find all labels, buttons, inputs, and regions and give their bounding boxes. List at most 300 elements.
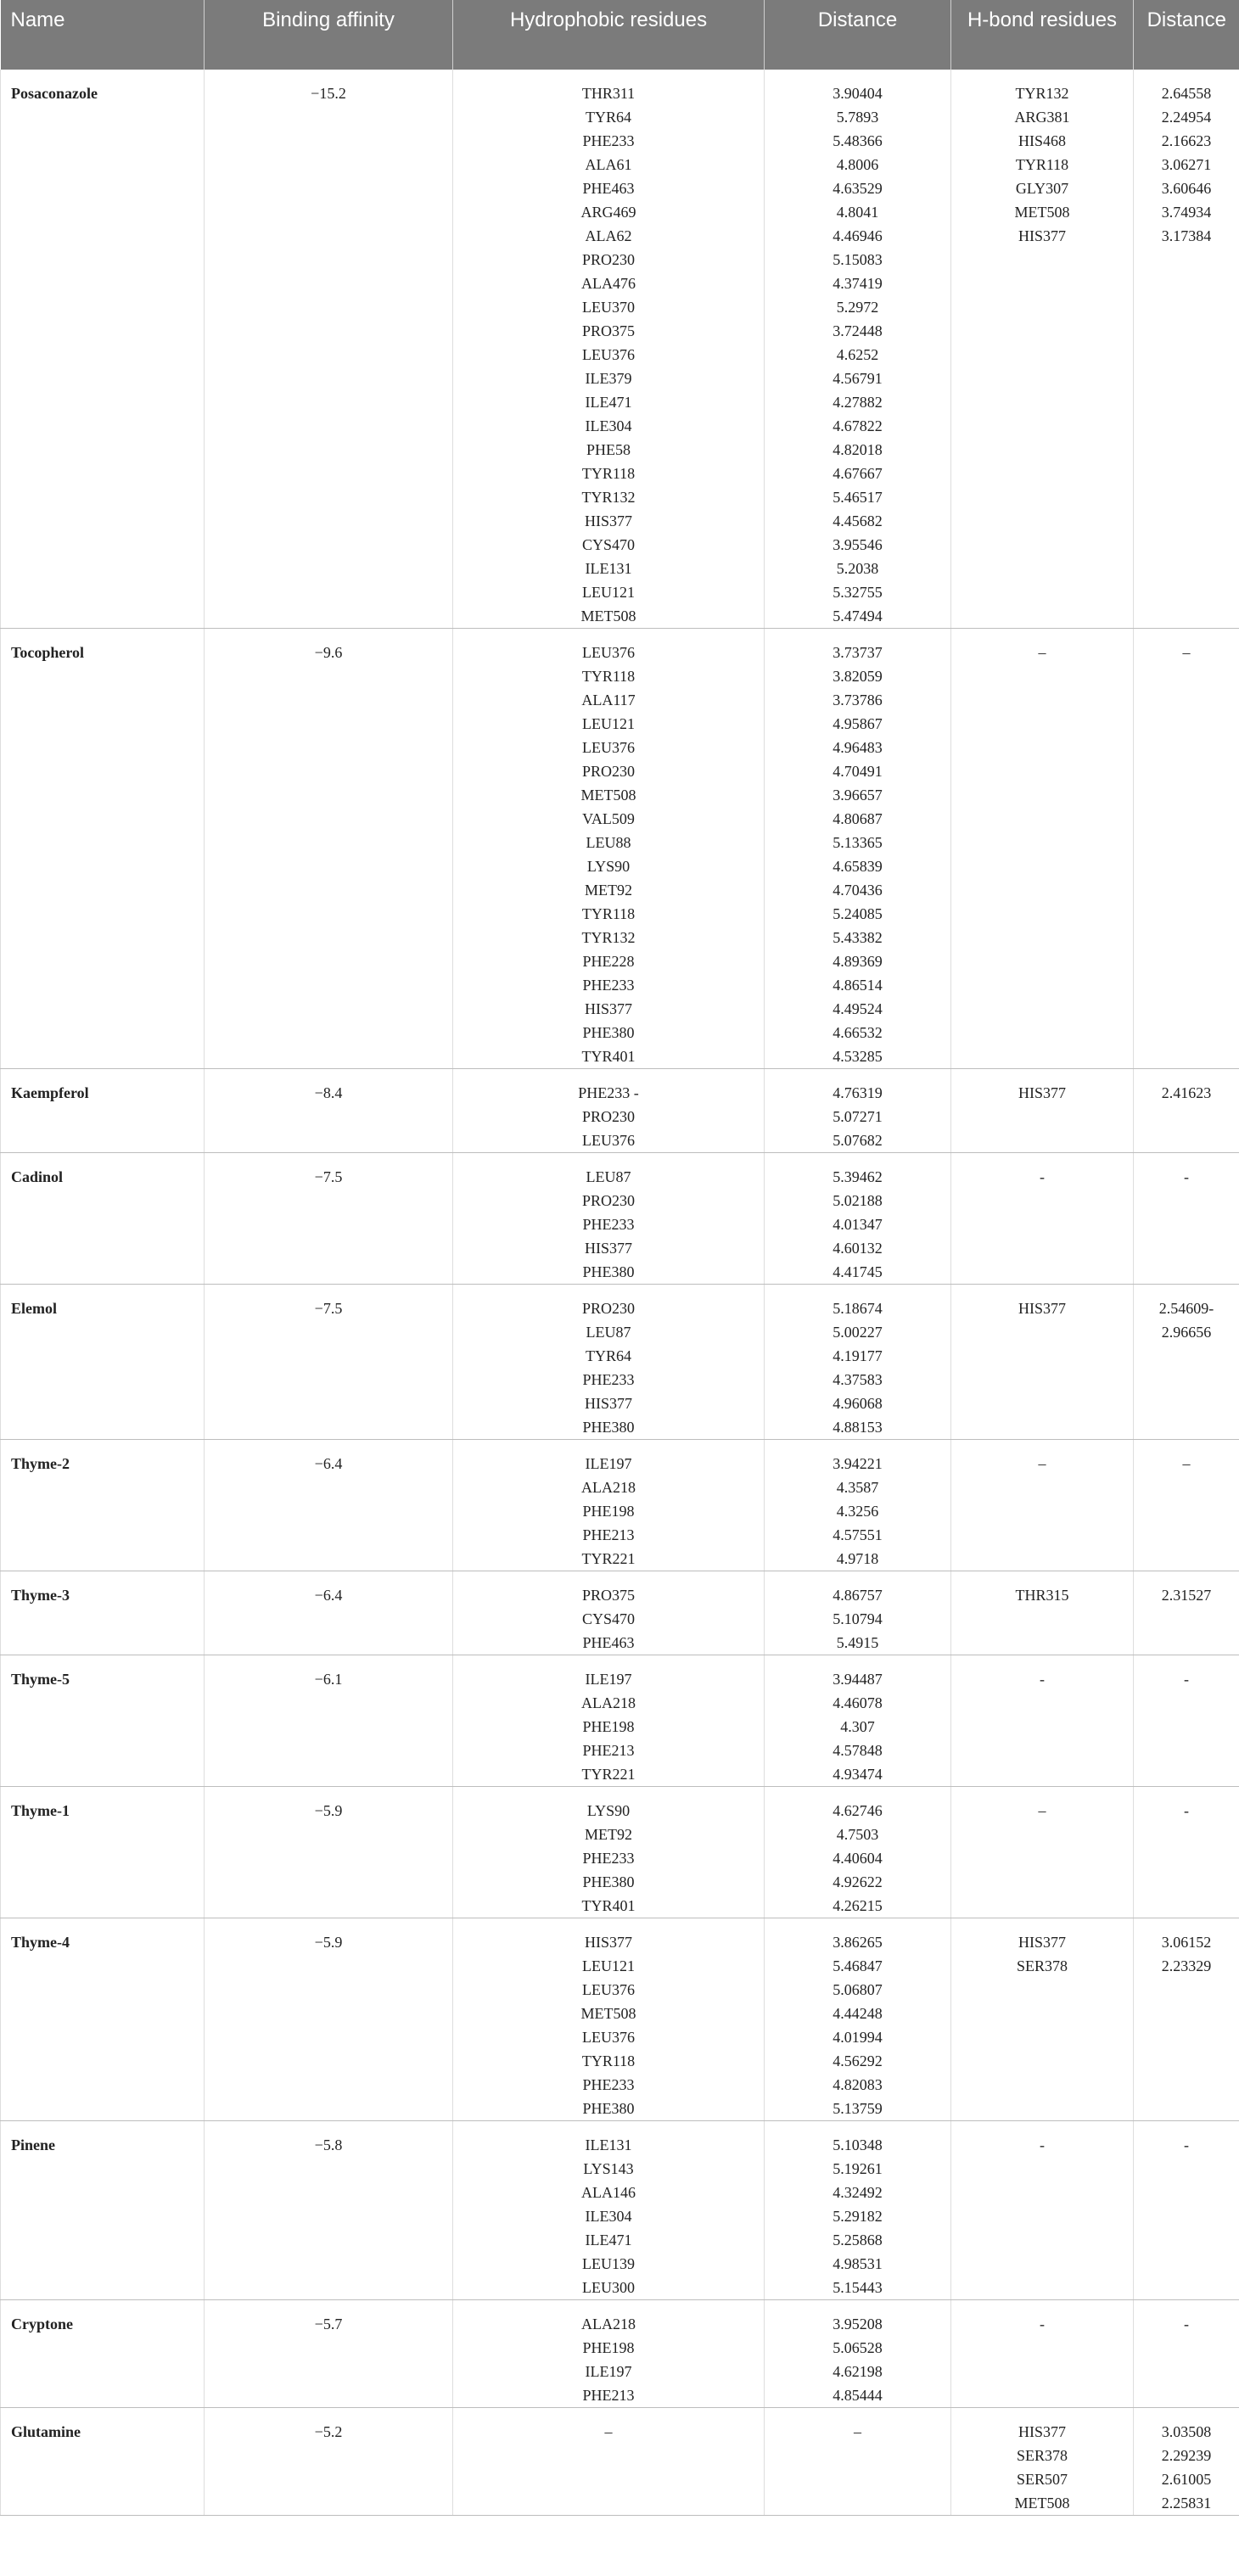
hydrophobic-residue-cell — [453, 1787, 765, 1918]
table-row — [1, 1787, 1239, 1918]
hydrophobic-residue: THR311 — [581, 85, 636, 102]
hbond-distance-cell — [1134, 2408, 1239, 2516]
hydrophobic-distance: 4.3587 — [836, 1479, 879, 1496]
hydrophobic-residue: PHE463 — [582, 1634, 635, 1651]
hbond-distance: 2.29239 — [1161, 2447, 1212, 2464]
hydrophobic-distance: 3.82059 — [833, 668, 883, 685]
compound-name: Pinene — [1, 2121, 205, 2300]
hydrophobic-residue-cell — [453, 70, 765, 629]
hydrophobic-distance: 5.18674 — [833, 1300, 883, 1317]
binding-affinity-value: −15.2 — [205, 70, 453, 629]
table-row — [1, 1069, 1239, 1153]
hydrophobic-residue: TYR118 — [581, 668, 636, 685]
hydrophobic-distance: 4.56791 — [833, 370, 883, 387]
hydrophobic-distance: 4.44248 — [833, 2005, 883, 2022]
hydrophobic-distance: 5.46847 — [833, 1957, 883, 1974]
hydrophobic-residue: PHE213 — [582, 1742, 635, 1759]
table-row — [1, 1655, 1239, 1787]
hydrophobic-residue: TYR132 — [581, 929, 636, 946]
hbond-distance-cell — [1134, 2300, 1239, 2408]
hydrophobic-residue: LEU121 — [582, 715, 635, 732]
hydrophobic-residue: LEU376 — [582, 2029, 635, 2046]
hydrophobic-residue: HIS377 — [584, 1240, 632, 1257]
hbond-residue: - — [1040, 1671, 1045, 1688]
hydrophobic-residue: LEU300 — [582, 2279, 635, 2296]
hydrophobic-distance: 4.96483 — [833, 739, 883, 756]
hydrophobic-distance-cell — [765, 1918, 951, 2121]
hydrophobic-distance: 5.06807 — [833, 1981, 883, 1998]
hbond-residue: HIS377 — [1018, 1934, 1066, 1951]
hydrophobic-distance: 5.13759 — [833, 2100, 883, 2117]
hbond-residue-cell — [951, 1153, 1134, 1285]
hydrophobic-distance: 4.92622 — [833, 1873, 883, 1890]
hydrophobic-residue: PHE380 — [582, 1419, 635, 1436]
hydrophobic-residue-cell — [453, 1918, 765, 2121]
table-row — [1, 629, 1239, 1069]
header-hydrophobic-residues: Hydrophobic residues — [453, 0, 765, 70]
hydrophobic-residue: ILE471 — [585, 394, 632, 411]
hydrophobic-residue: CYS470 — [581, 536, 635, 553]
hydrophobic-distance-cell — [765, 1571, 951, 1655]
hydrophobic-residue: PHE380 — [582, 1873, 635, 1890]
hbond-distance-cell — [1134, 1655, 1239, 1787]
hydrophobic-distance: 5.06528 — [833, 2339, 883, 2356]
hbond-residue: SER378 — [1016, 2447, 1068, 2464]
hydrophobic-distance: 4.32492 — [833, 2184, 883, 2201]
hbond-residue-cell — [951, 70, 1134, 629]
hydrophobic-distance: 3.72448 — [833, 322, 883, 339]
binding-affinity-value: −5.8 — [205, 2121, 453, 2300]
hydrophobic-distance: 3.94487 — [833, 1671, 883, 1688]
hydrophobic-residue: ALA117 — [581, 692, 636, 708]
hydrophobic-residue: PHE213 — [582, 1526, 635, 1543]
hydrophobic-distance: 4.8041 — [836, 204, 879, 221]
hydrophobic-distance: 3.95546 — [833, 536, 883, 553]
compound-name: Tocopherol — [1, 629, 205, 1069]
hbond-distance-cell — [1134, 629, 1239, 1069]
hbond-distance: - — [1184, 2136, 1189, 2153]
hydrophobic-distance: 4.19177 — [833, 1347, 883, 1364]
hydrophobic-distance: 4.307 — [840, 1718, 875, 1735]
hbond-residue: – — [1038, 644, 1046, 661]
table-row — [1, 1153, 1239, 1285]
hydrophobic-residue: ILE131 — [585, 2136, 632, 2153]
hydrophobic-residue: ILE471 — [585, 2232, 632, 2248]
hydrophobic-distance: 4.76319 — [833, 1084, 883, 1101]
hydrophobic-residue: HIS377 — [584, 512, 632, 529]
header-hbond-distance: Distance — [1134, 0, 1239, 70]
hydrophobic-distance: 4.49524 — [833, 1000, 883, 1017]
hbond-distance: 3.06152 — [1161, 1934, 1212, 1951]
hydrophobic-residue: PRO375 — [581, 322, 635, 339]
hydrophobic-residue: LEU376 — [582, 739, 635, 756]
hydrophobic-residue: HIS377 — [584, 1395, 632, 1412]
hydrophobic-residue: LEU121 — [582, 1957, 635, 1974]
hydrophobic-distance: 3.95208 — [833, 2316, 883, 2332]
hydrophobic-residue: LEU370 — [582, 299, 635, 316]
binding-affinity-value: −9.6 — [205, 629, 453, 1069]
hydrophobic-distance: 4.70491 — [833, 763, 883, 780]
hydrophobic-distance: 4.82018 — [833, 441, 883, 458]
hbond-residue-cell — [951, 1918, 1134, 2121]
hydrophobic-distance: 3.86265 — [833, 1934, 883, 1951]
binding-affinity-value: −5.9 — [205, 1918, 453, 2121]
hbond-distance-cell — [1134, 1571, 1239, 1655]
hbond-distance: 3.06271 — [1161, 156, 1212, 173]
hydrophobic-residue: PHE198 — [582, 2339, 635, 2356]
hbond-distance: 2.64558 — [1161, 85, 1212, 102]
hydrophobic-residue-cell — [453, 2300, 765, 2408]
hbond-residue: ARG381 — [1014, 109, 1070, 126]
hydrophobic-distance: 4.62746 — [833, 1802, 883, 1819]
binding-affinity-value: −5.7 — [205, 2300, 453, 2408]
header-binding-affinity: Binding affinity — [205, 0, 453, 70]
hbond-residue: – — [1038, 1802, 1046, 1819]
hydrophobic-distance: 4.46078 — [833, 1694, 883, 1711]
hbond-distance-cell — [1134, 2121, 1239, 2300]
hydrophobic-residue: ALA218 — [581, 2316, 636, 2332]
hydrophobic-distance: 4.46946 — [833, 227, 883, 244]
hbond-residue-cell — [951, 1285, 1134, 1440]
hydrophobic-distance: 5.07271 — [833, 1108, 883, 1125]
hydrophobic-residue-cell — [453, 1655, 765, 1787]
hydrophobic-distance: 5.00227 — [833, 1324, 883, 1341]
hydrophobic-distance: 4.85444 — [833, 2387, 883, 2404]
hydrophobic-residue: LEU139 — [582, 2255, 635, 2272]
hydrophobic-distance: 5.2038 — [836, 560, 879, 577]
hbond-residue-cell — [951, 2300, 1134, 2408]
hydrophobic-distance: 4.63529 — [833, 180, 883, 197]
hydrophobic-residue: LYS90 — [586, 858, 631, 875]
hydrophobic-residue: MET508 — [580, 787, 636, 804]
hydrophobic-residue: PHE233 — [582, 132, 635, 149]
hbond-residue: THR315 — [1015, 1587, 1069, 1604]
hydrophobic-distance: – — [854, 2423, 861, 2440]
hydrophobic-distance: 4.57848 — [833, 1742, 883, 1759]
table-body — [1, 70, 1239, 2516]
hbond-residue: - — [1040, 1168, 1045, 1185]
hydrophobic-distance: 5.39462 — [833, 1168, 883, 1185]
hydrophobic-residue: TYR221 — [581, 1550, 636, 1567]
hbond-residue-cell — [951, 1440, 1134, 1571]
hydrophobic-residue: PHE233 — [582, 2076, 635, 2093]
hbond-distance: 2.41623 — [1161, 1084, 1212, 1101]
compound-name: Thyme-1 — [1, 1787, 205, 1918]
hydrophobic-distance-cell — [765, 2408, 951, 2516]
hydrophobic-residue: ALA476 — [581, 275, 636, 292]
hydrophobic-distance: 5.29182 — [833, 2208, 883, 2225]
hydrophobic-residue: PRO230 — [581, 1300, 635, 1317]
hydrophobic-residue: ILE197 — [585, 2363, 632, 2380]
hydrophobic-distance: 4.60132 — [833, 1240, 883, 1257]
hydrophobic-residue-cell — [453, 1285, 765, 1440]
hydrophobic-residue: LEU376 — [582, 1132, 635, 1149]
hydrophobic-residue: ILE197 — [585, 1455, 632, 1472]
hydrophobic-residue: TYR118 — [581, 905, 636, 922]
hydrophobic-distance: 4.88153 — [833, 1419, 883, 1436]
hydrophobic-distance: 4.66532 — [833, 1024, 883, 1041]
hydrophobic-residue: TYR118 — [581, 2052, 636, 2069]
hydrophobic-distance: 4.86757 — [833, 1587, 883, 1604]
hbond-residue: HIS377 — [1018, 1084, 1066, 1101]
hbond-distance: – — [1182, 1455, 1191, 1472]
hbond-distance: - — [1184, 2316, 1189, 2332]
binding-affinity-value: −5.2 — [205, 2408, 453, 2516]
hydrophobic-distance: 4.53285 — [833, 1048, 883, 1065]
hbond-distance: 2.61005 — [1161, 2471, 1212, 2488]
hydrophobic-distance: 4.01347 — [833, 1216, 883, 1233]
hydrophobic-residue: VAL509 — [582, 810, 635, 827]
hbond-residue: HIS377 — [1018, 227, 1066, 244]
table-row — [1, 2408, 1239, 2516]
compound-name: Thyme-5 — [1, 1655, 205, 1787]
hydrophobic-residue: PRO375 — [581, 1587, 635, 1604]
hbond-residue: HIS377 — [1018, 1300, 1066, 1317]
compound-name: Thyme-2 — [1, 1440, 205, 1571]
hydrophobic-distance: 5.7893 — [836, 109, 879, 126]
hbond-distance-cell — [1134, 1918, 1239, 2121]
hydrophobic-residue: PHE233 — [582, 1850, 635, 1867]
hbond-distance: 2.24954 — [1161, 109, 1212, 126]
compound-name: Glutamine — [1, 2408, 205, 2516]
hydrophobic-residue: ILE197 — [585, 1671, 632, 1688]
hydrophobic-residue: LEU121 — [582, 584, 635, 601]
hbond-distance: - — [1184, 1671, 1189, 1688]
hydrophobic-residue: PHE198 — [582, 1503, 635, 1520]
header-name: Name — [1, 0, 205, 70]
hydrophobic-distance: 4.82083 — [833, 2076, 883, 2093]
hydrophobic-residue: ILE304 — [585, 2208, 632, 2225]
hbond-distance: - — [1184, 1802, 1189, 1819]
hydrophobic-distance: 5.43382 — [833, 929, 883, 946]
hydrophobic-distance: 5.15443 — [833, 2279, 883, 2296]
hydrophobic-distance: 5.32755 — [833, 584, 883, 601]
hydrophobic-distance: 5.4915 — [836, 1634, 879, 1651]
hydrophobic-distance: 4.7503 — [836, 1826, 879, 1843]
binding-affinity-value: −7.5 — [205, 1285, 453, 1440]
hbond-distance: 2.16623 — [1161, 132, 1212, 149]
hydrophobic-residue: PHE233 — [582, 977, 635, 994]
hydrophobic-distance: 4.9718 — [836, 1550, 879, 1567]
hydrophobic-residue: TYR401 — [581, 1048, 636, 1065]
hydrophobic-residue: ALA62 — [585, 227, 632, 244]
hydrophobic-residue-cell — [453, 1571, 765, 1655]
hydrophobic-residue: PHE233 — [582, 1371, 635, 1388]
hydrophobic-residue: TYR401 — [581, 1897, 636, 1914]
hydrophobic-distance: 5.25868 — [833, 2232, 883, 2248]
hydrophobic-residue: PHE58 — [586, 441, 631, 458]
hbond-residue: MET508 — [1014, 204, 1070, 221]
hydrophobic-distance-cell — [765, 1069, 951, 1153]
hydrophobic-residue-cell — [453, 2408, 765, 2516]
hbond-distance: – — [1182, 644, 1191, 661]
hydrophobic-distance: 4.40604 — [833, 1850, 883, 1867]
hydrophobic-residue-cell — [453, 1069, 765, 1153]
hydrophobic-residue: TYR132 — [581, 489, 636, 506]
hydrophobic-residue: LEU376 — [582, 1981, 635, 1998]
hydrophobic-residue: PRO230 — [581, 1192, 635, 1209]
compound-name: Posaconazole — [1, 70, 205, 629]
hbond-residue: MET508 — [1014, 2495, 1070, 2512]
hydrophobic-residue: LEU87 — [586, 1168, 631, 1185]
hydrophobic-distance-cell — [765, 1655, 951, 1787]
hydrophobic-distance: 4.01994 — [833, 2029, 883, 2046]
hydrophobic-distance: 5.19261 — [833, 2160, 883, 2177]
hbond-distance: 3.60646 — [1161, 180, 1212, 197]
hydrophobic-residue: ALA61 — [585, 156, 632, 173]
hydrophobic-residue: ALA218 — [581, 1479, 636, 1496]
hydrophobic-residue: PRO230 — [581, 763, 635, 780]
hbond-residue: SER378 — [1016, 1957, 1068, 1974]
compound-name: Cadinol — [1, 1153, 205, 1285]
hydrophobic-distance: 5.07682 — [833, 1132, 883, 1149]
hydrophobic-distance-cell — [765, 1153, 951, 1285]
hydrophobic-distance: 4.62198 — [833, 2363, 883, 2380]
binding-affinity-value: −8.4 — [205, 1069, 453, 1153]
compound-name: Kaempferol — [1, 1069, 205, 1153]
hbond-distance: 2.23329 — [1161, 1957, 1212, 1974]
hydrophobic-residue: PRO230 — [581, 251, 635, 268]
compound-name: Cryptone — [1, 2300, 205, 2408]
hydrophobic-residue: TYR64 — [586, 109, 631, 126]
hydrophobic-residue-cell — [453, 629, 765, 1069]
hbond-residue: GLY307 — [1015, 180, 1069, 197]
hydrophobic-distance: 4.98531 — [833, 2255, 883, 2272]
hydrophobic-residue: LEU87 — [586, 1324, 631, 1341]
hydrophobic-residue: ILE304 — [585, 417, 632, 434]
compound-name: Thyme-4 — [1, 1918, 205, 2121]
hydrophobic-distance: 3.96657 — [833, 787, 883, 804]
hbond-residue-cell — [951, 1571, 1134, 1655]
hydrophobic-distance: 5.24085 — [833, 905, 883, 922]
binding-affinity-value: −6.4 — [205, 1440, 453, 1571]
table-row — [1, 2121, 1239, 2300]
hbond-distance-cell — [1134, 1153, 1239, 1285]
hydrophobic-residue: PHE233 - — [578, 1084, 639, 1101]
table-row — [1, 1285, 1239, 1440]
hydrophobic-distance: 4.95867 — [833, 715, 883, 732]
hydrophobic-distance-cell — [765, 1787, 951, 1918]
hydrophobic-distance: 4.3256 — [836, 1503, 879, 1520]
hydrophobic-distance: 5.2972 — [836, 299, 879, 316]
hydrophobic-residue: PHE198 — [582, 1718, 635, 1735]
hydrophobic-residue: LEU376 — [582, 346, 635, 363]
hydrophobic-residue: MET92 — [585, 1826, 632, 1843]
hbond-distance-cell — [1134, 1440, 1239, 1571]
hydrophobic-distance: 4.70436 — [833, 882, 883, 899]
hydrophobic-distance: 4.6252 — [836, 346, 879, 363]
hbond-residue: - — [1040, 2316, 1045, 2332]
hbond-residue-cell — [951, 2121, 1134, 2300]
hbond-residue-cell — [951, 1069, 1134, 1153]
hydrophobic-residue-cell — [453, 2121, 765, 2300]
hydrophobic-residue: MET92 — [585, 882, 632, 899]
hydrophobic-distance: 4.37583 — [833, 1371, 883, 1388]
header-hbond-residues: H-bond residues — [951, 0, 1134, 70]
hydrophobic-residue: ILE379 — [585, 370, 632, 387]
hydrophobic-distance: 3.90404 — [833, 85, 883, 102]
hydrophobic-residue: ILE131 — [585, 560, 632, 577]
hbond-residue-cell — [951, 1787, 1134, 1918]
hydrophobic-distance: 5.13365 — [833, 834, 883, 851]
hydrophobic-distance: 4.45682 — [833, 512, 883, 529]
hydrophobic-residue: LYS143 — [583, 2160, 634, 2177]
hydrophobic-distance: 4.89369 — [833, 953, 883, 970]
hydrophobic-distance: 5.47494 — [833, 608, 883, 624]
hydrophobic-distance-cell — [765, 629, 951, 1069]
table-row — [1, 1918, 1239, 2121]
hydrophobic-distance: 3.73786 — [833, 692, 883, 708]
hydrophobic-distance: 4.8006 — [836, 156, 879, 173]
hydrophobic-residue: TYR118 — [581, 465, 636, 482]
hbond-residue: TYR132 — [1015, 85, 1069, 102]
hydrophobic-distance: 4.57551 — [833, 1526, 883, 1543]
hydrophobic-residue: HIS377 — [584, 1000, 632, 1017]
hydrophobic-distance: 4.93474 — [833, 1766, 883, 1783]
hydrophobic-residue: MET508 — [580, 2005, 636, 2022]
hbond-distance: 3.03508 — [1161, 2423, 1212, 2440]
hbond-distance: 2.25831 — [1161, 2495, 1212, 2512]
hbond-residue: – — [1038, 1455, 1046, 1472]
hydrophobic-distance: 4.65839 — [833, 858, 883, 875]
hydrophobic-residue-cell — [453, 1153, 765, 1285]
hbond-distance: 3.74934 — [1161, 204, 1212, 221]
hbond-distance: 2.31527 — [1161, 1587, 1212, 1604]
hydrophobic-distance: 4.37419 — [833, 275, 883, 292]
table-header — [1, 0, 1239, 70]
hydrophobic-residue: PHE380 — [582, 2100, 635, 2117]
table-row — [1, 2300, 1239, 2408]
table-row — [1, 1571, 1239, 1655]
binding-affinity-value: −6.4 — [205, 1571, 453, 1655]
hydrophobic-distance: 4.67667 — [833, 465, 883, 482]
hbond-residue-cell — [951, 629, 1134, 1069]
compound-name: Thyme-3 — [1, 1571, 205, 1655]
hydrophobic-residue: PHE213 — [582, 2387, 635, 2404]
hydrophobic-distance: 3.73737 — [833, 644, 883, 661]
hydrophobic-distance: 4.26215 — [833, 1897, 883, 1914]
hbond-residue: SER507 — [1016, 2471, 1068, 2488]
table-row — [1, 70, 1239, 629]
hbond-residue-cell — [951, 2408, 1134, 2516]
hydrophobic-distance: 5.48366 — [833, 132, 883, 149]
hydrophobic-distance: 4.56292 — [833, 2052, 883, 2069]
hydrophobic-distance-cell — [765, 2121, 951, 2300]
header-row — [1, 0, 1239, 70]
hydrophobic-distance: 5.15083 — [833, 251, 883, 268]
hydrophobic-residue: PHE380 — [582, 1024, 635, 1041]
binding-affinity-value: −7.5 — [205, 1153, 453, 1285]
hydrophobic-residue: CYS470 — [581, 1610, 635, 1627]
hydrophobic-residue: – — [604, 2423, 613, 2440]
hydrophobic-distance-cell — [765, 70, 951, 629]
hbond-residue-cell — [951, 1655, 1134, 1787]
hydrophobic-residue: MET508 — [580, 608, 636, 624]
hydrophobic-distance: 4.86514 — [833, 977, 883, 994]
hbond-distance-cell — [1134, 70, 1239, 629]
hydrophobic-residue: PRO230 — [581, 1108, 635, 1125]
header-hydrophobic-distance: Distance — [765, 0, 951, 70]
hbond-residue: - — [1040, 2136, 1045, 2153]
table-row — [1, 1440, 1239, 1571]
hydrophobic-distance: 4.27882 — [833, 394, 883, 411]
hbond-residue: TYR118 — [1015, 156, 1069, 173]
hydrophobic-residue: TYR221 — [581, 1766, 636, 1783]
hydrophobic-residue: ALA218 — [581, 1694, 636, 1711]
hydrophobic-residue: TYR64 — [586, 1347, 631, 1364]
hydrophobic-distance: 5.46517 — [833, 489, 883, 506]
hydrophobic-distance: 5.10348 — [833, 2136, 883, 2153]
